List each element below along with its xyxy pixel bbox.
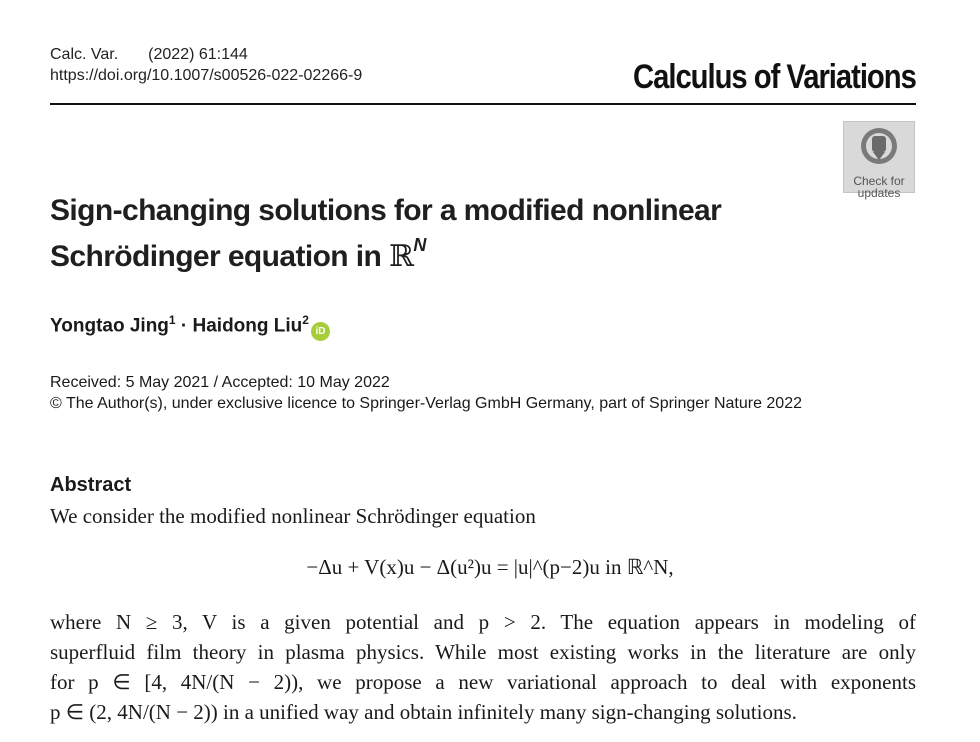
orcid-icon[interactable]: iD: [311, 322, 330, 341]
title-line2-text: Schrödinger equation in: [50, 240, 382, 273]
real-space-symbol: ℝ: [388, 239, 414, 274]
author-separator: ·: [180, 315, 188, 337]
abstract-paragraph: [50, 607, 916, 727]
title-line1: Sign-changing solutions for a modified nonlinear: [50, 194, 722, 227]
abstract-intro: We consider the modified nonlinear Schrödinger equation: [50, 504, 536, 528]
copyright-notice: © The Author(s), under exclusive licence to Springer-Verlag GmbH Germany, part of Springer Nature 2022: [50, 395, 802, 412]
author-name[interactable]: Haidong Liu: [192, 315, 303, 337]
doi-link[interactable]: https://doi.org/10.1007/s00526-022-02266-9: [50, 67, 363, 84]
abstract-line: superfluid film theory in plasma physics. While most existing works in the literature are only: [50, 640, 916, 664]
citation: (2022) 61:144: [148, 46, 248, 63]
equation: −Δu + V(x)u − Δ(u²)u = |u|^(p−2)u in ℝ^N,: [306, 555, 674, 579]
affiliation-marker: 1: [168, 313, 176, 327]
crossmark-icon: [859, 126, 899, 166]
author-name[interactable]: Yongtao Jing: [50, 315, 169, 337]
check-for-updates-badge[interactable]: [843, 121, 915, 200]
received-accepted-dates: Received: 5 May 2021 / Accepted: 10 May 2022: [50, 374, 390, 391]
journal-name: Calculus of Variations: [633, 58, 916, 96]
title-line2: [50, 230, 810, 276]
publication-history: [50, 372, 802, 414]
badge-line2: updates: [857, 186, 901, 200]
article-title: [50, 192, 810, 276]
abstract-line: where N ≥ 3, V is a given potential and p > 2. The equation appears in modeling of: [50, 610, 916, 634]
journal-abbrev: Calc. Var.: [50, 46, 119, 63]
author-list: [50, 307, 330, 341]
affiliation-marker: 2: [302, 313, 309, 327]
journal-citation: [50, 45, 248, 65]
header-rule: [50, 103, 916, 105]
badge-line1: Check for: [853, 174, 905, 188]
abstract-line: p ∈ (2, 4N/(N − 2)) in a unified way and obtain infinitely many sign-changing solutions.: [50, 700, 797, 724]
abstract-line: for p ∈ [4, 4N/(N − 2)), we propose a new variational approach to deal with exponents: [50, 670, 916, 694]
dimension-superscript: N: [413, 235, 426, 255]
abstract-heading: Abstract: [50, 474, 132, 496]
badge-text: [844, 175, 914, 199]
